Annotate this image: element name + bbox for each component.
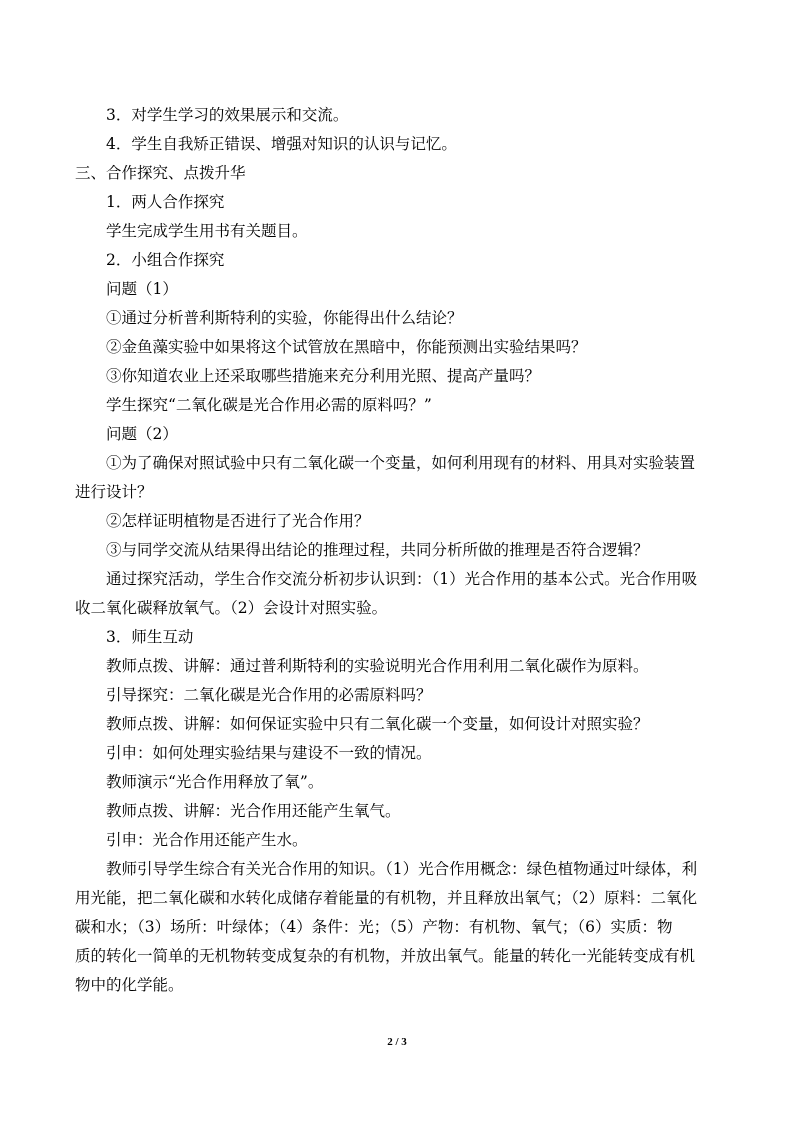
text-line: 通过探究活动，学生合作交流分析初步认识到：（1）光合作用的基本公式。光合作用吸: [106, 570, 698, 588]
section-heading: 三、合作探究、点拨升华: [75, 164, 246, 182]
text-line: 学生探究“二氧化碳是光合作用必需的原料吗？”: [106, 396, 432, 414]
subheading: 2．小组合作探究: [106, 251, 225, 269]
text-line: ③与同学交流从结果得出结论的推理过程，共同分析所做的推理是否符合逻辑？: [106, 541, 649, 559]
text-line: 进行设计？: [75, 483, 153, 501]
text-line: ①通过分析普利斯特利的实验，你能得出什么结论？: [106, 309, 463, 327]
text-line: 教师点拨、讲解：光合作用还能产生氧气。: [106, 802, 401, 820]
text-line: 碳和水；（3）场所：叶绿体；（4）条件：光；（5）产物：有机物、氧气；（6）实质：物: [75, 918, 673, 936]
text-line: 引申：光合作用还能产生水。: [106, 831, 308, 849]
subheading: 3．师生互动: [106, 628, 194, 646]
text-line: 引导探究：二氧化碳是光合作用的必需原料吗？: [106, 686, 432, 704]
text-line: ②怎样证明植物是否进行了光合作用？: [106, 512, 370, 530]
text-line: ③你知道农业上还采取哪些措施来充分利用光照、提高产量吗？: [106, 367, 541, 385]
text-line: 教师引导学生综合有关光合作用的知识。（1）光合作用概念：绿色植物通过叶绿体，利: [106, 860, 698, 878]
subheading: 1．两人合作探究: [106, 193, 225, 211]
text-line: 引申：如何处理实验结果与建设不一致的情况。: [106, 744, 432, 762]
question-label: 问题（2）: [106, 425, 178, 443]
text-line: 教师点拨、讲解：通过普利斯特利的实验说明光合作用利用二氧化碳作为原料。: [106, 657, 649, 675]
text-line: 3．对学生学习的效果展示和交流。: [106, 106, 349, 124]
text-line: 用光能，把二氧化碳和水转化成储存着能量的有机物，并且释放出氧气；（2）原料：二氧化: [75, 889, 698, 907]
text-line: 收二氧化碳释放氧气。（2）会设计对照实验。: [75, 599, 388, 617]
text-line: 教师点拨、讲解：如何保证实验中只有二氧化碳一个变量，如何设计对照实验？: [106, 715, 649, 733]
page-number: 2 / 3: [387, 1036, 407, 1048]
question-label: 问题（1）: [106, 280, 178, 298]
text-line: ①为了确保对照试验中只有二氧化碳一个变量，如何利用现有的材料、用具对实验装置: [106, 454, 696, 472]
text-line: 学生完成学生用书有关题目。: [106, 222, 308, 240]
text-line: ②金鱼藻实验中如果将这个试管放在黑暗中，你能预测出实验结果吗？: [106, 338, 587, 356]
text-line: 质的转化一简单的无机物转变成复杂的有机物，并放出氧气。能量的转化一光能转变成有机: [75, 947, 696, 965]
text-line: 4．学生自我矫正错误、增强对知识的认识与记忆。: [106, 135, 457, 153]
text-line: 教师演示“光合作用释放了氧”。: [106, 773, 324, 791]
text-line: 物中的化学能。: [75, 976, 184, 994]
